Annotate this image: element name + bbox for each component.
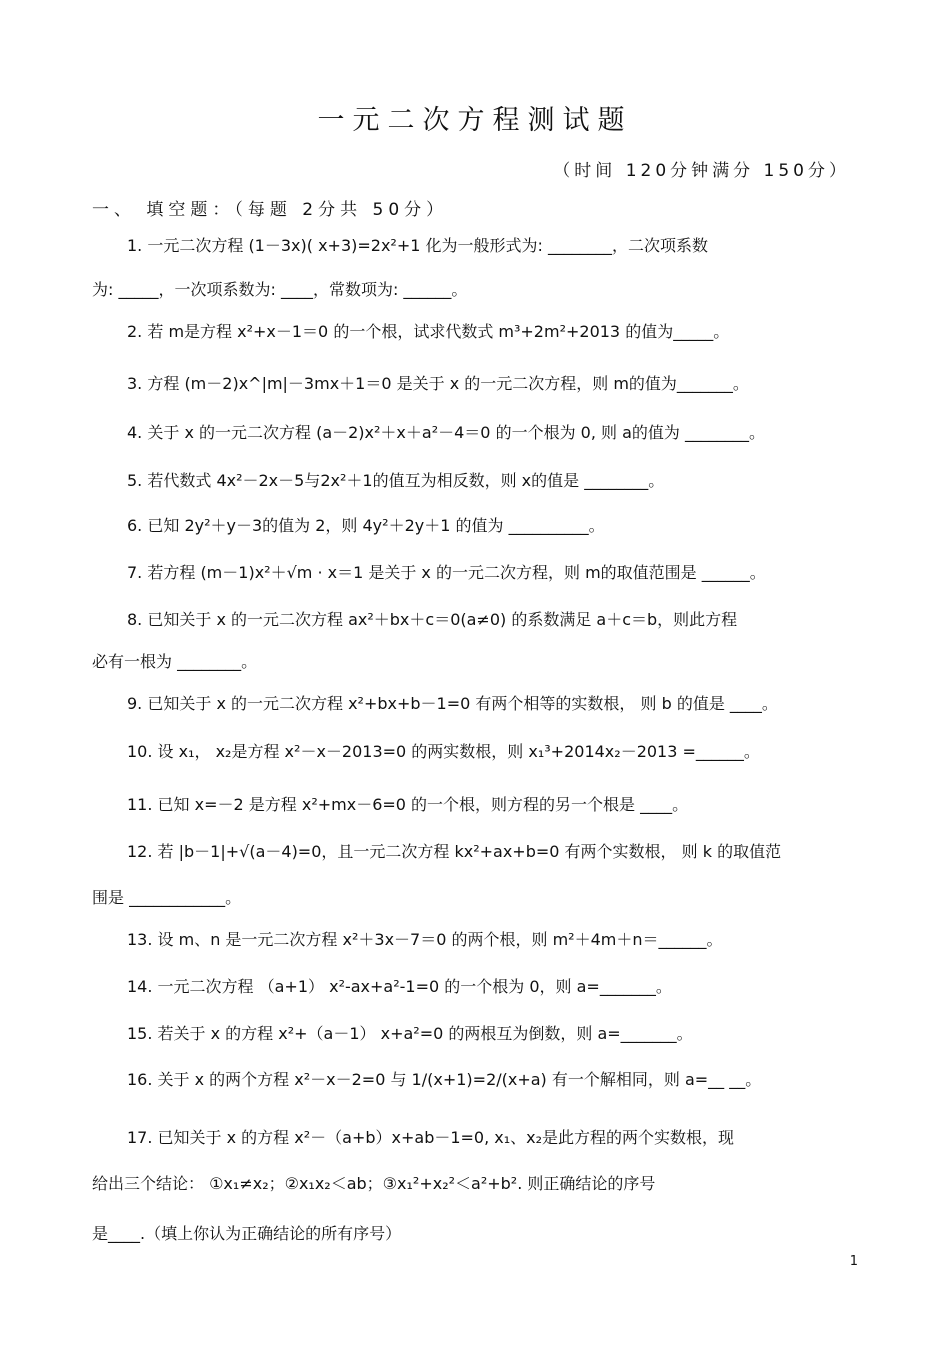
- question-line: 11. 已知 x=－2 是方程 x²+mx－6=0 的一个根，则方程的另一个根是 ____。: [127, 795, 689, 814]
- question-line: 12. 若 |b－1|+√(a－4)=0，且一元二次方程 kx²+ax+b=0 有两个实数根， 则 k 的取值范: [127, 842, 782, 861]
- question-line: 8. 已知关于 x 的一元二次方程 ax²＋bx＋c＝0(a≠0) 的系数满足 a＋c＝b，则此方程: [127, 610, 738, 629]
- question-line: 围是 ____________。: [92, 888, 242, 907]
- question-line: 6. 已知 2y²＋y－3的值为 2，则 4y²＋2y＋1 的值为 __________。: [127, 516, 605, 535]
- question-line: 必有一根为 ________。: [92, 652, 258, 671]
- question-line: 4. 关于 x 的一元二次方程 (a－2)x²＋x＋a²－4＝0 的一个根为 0, 则 a的值为 ________。: [127, 423, 765, 442]
- page-title: 一元二次方程测试题: [317, 105, 633, 136]
- question-line: 17. 已知关于 x 的方程 x²－（a+b）x+ab－1=0, x₁、x₂是此方程的两个实数根，现: [127, 1128, 735, 1147]
- question-line: 3. 方程 (m－2)x^|m|－3mx＋1＝0 是关于 x 的一元二次方程，则 m的值为_______。: [127, 374, 749, 393]
- question-line: 10. 设 x₁， x₂是方程 x²－x－2013=0 的两实数根，则 x₁³+2014x₂－2013 =______。: [127, 742, 760, 761]
- exam-time-info: （时间 120分钟满分 150分）: [553, 161, 850, 181]
- question-line: 1. 一元二次方程 (1－3x)( x+3)=2x²+1 化为一般形式为: ________，二次项系数: [127, 236, 708, 255]
- question-line: 为: _____，一次项系数为: ____，常数项为: ______。: [92, 280, 468, 299]
- question-line: 13. 设 m、n 是一元二次方程 x²＋3x－7＝0 的两个根，则 m²＋4m＋n＝______。: [127, 930, 723, 949]
- section-heading: 一、 填空题：（每题 2分共 50分）: [92, 200, 449, 220]
- question-line: 16. 关于 x 的两个方程 x²－x－2=0 与 1/(x+1)=2/(x+a) 有一个解相同，则 a=__ __。: [127, 1070, 762, 1089]
- question-line: 是____.（填上你认为正确结论的所有序号）: [92, 1224, 402, 1243]
- question-line: 5. 若代数式 4x²－2x－5与2x²＋1的值互为相反数，则 x的值是 ________。: [127, 471, 665, 490]
- question-line: 14. 一元二次方程 （a+1） x²-ax+a²-1=0 的一个根为 0，则 a=_______。: [127, 977, 672, 996]
- page-number: 1: [849, 1254, 858, 1269]
- question-line: 2. 若 m是方程 x²+x－1＝0 的一个根，试求代数式 m³+2m²+2013 的值为_____。: [127, 322, 730, 341]
- question-line: 15. 若关于 x 的方程 x²+（a－1） x+a²=0 的两根互为倒数，则 a=_______。: [127, 1024, 693, 1043]
- question-line: 7. 若方程 (m－1)x²＋√m · x＝1 是关于 x 的一元二次方程，则 m的取值范围是 ______。: [127, 563, 766, 582]
- question-line: 给出三个结论： ①x₁≠x₂；②x₁x₂＜ab；③x₁²+x₂²＜a²+b². 则正确结论的序号: [92, 1174, 656, 1193]
- question-line: 9. 已知关于 x 的一元二次方程 x²+bx+b－1=0 有两个相等的实数根， 则 b 的值是 ____。: [127, 694, 778, 713]
